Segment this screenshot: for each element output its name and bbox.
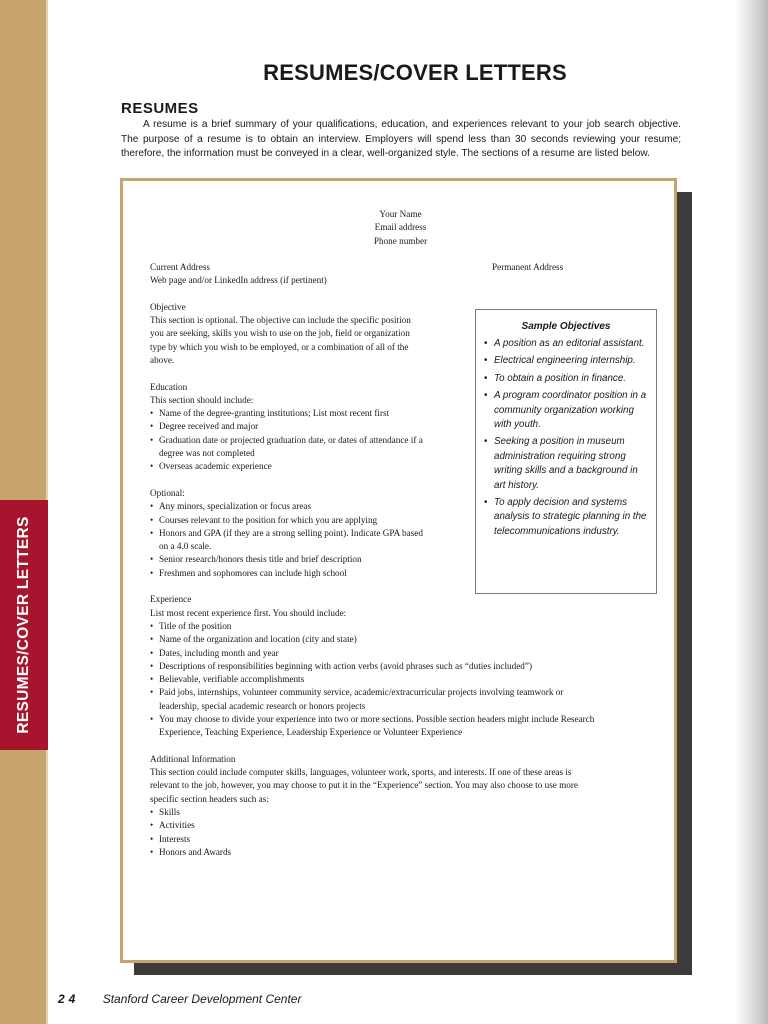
objective-line: type by which you wish to be employed, or a combination of all of the: [150, 341, 409, 352]
additional-list: [150, 806, 650, 859]
list-item: • Courses relevant to the position for which you are applying: [150, 514, 650, 527]
list-item: • Name of the degree-granting institutions; List most recent first: [150, 407, 650, 420]
list-item: • Honors and Awards: [150, 846, 650, 859]
list-item: • Interests: [150, 833, 650, 846]
current-address: Current Address: [150, 261, 210, 272]
list-item: • Overseas academic experience: [150, 460, 650, 473]
list-item: • Title of the position: [150, 620, 650, 633]
permanent-address: Permanent Address: [492, 261, 564, 272]
education-intro: This section should include:: [150, 394, 254, 405]
additional-line: This section could include computer skills, languages, volunteer work, sports, and interests. If one of these areas is: [150, 767, 572, 778]
sample-objectives-title: Sample Objectives: [521, 321, 611, 332]
optional-title: Optional:: [150, 487, 185, 498]
list-item: • Name of the organization and location (city and state): [150, 633, 650, 646]
education-title: Education: [150, 381, 188, 392]
list-item: • Skills: [150, 806, 650, 819]
section-heading: RESUMES: [121, 100, 199, 117]
list-item: • Electrical engineering internship.: [484, 354, 649, 368]
additional-line: specific section headers such as:: [150, 793, 269, 804]
list-item: • You may choose to divide your experience into two or more sections. Possible section headers might include Research: [150, 713, 650, 726]
list-item: • Seeking a position in museum administration requiring strong writing skills and a background in art history.: [484, 435, 649, 493]
list-item-continuation: degree was not completed: [159, 448, 255, 459]
sample-objectives-box: [475, 309, 657, 594]
list-item: • Senior research/honors thesis title and brief description: [150, 553, 650, 566]
page-title: RESUMES/COVER LETTERS: [263, 60, 567, 85]
address-row: [150, 261, 650, 274]
experience-list: [150, 620, 650, 740]
resume-name: Your Name: [379, 209, 422, 219]
list-item: • Freshmen and sophomores can include high school: [150, 567, 650, 580]
objective-title: Objective: [150, 301, 186, 312]
list-item: • Degree received and major: [150, 420, 650, 433]
page-edge-shadow: [734, 0, 768, 1024]
footer-source: Stanford Career Development Center: [102, 992, 302, 1006]
list-item-continuation: Experience, Teaching Experience, Leadership Experience or Volunteer Experience: [159, 727, 463, 738]
list-item: • A program coordinator position in a community organization working with youth.: [484, 389, 649, 432]
list-item: • Dates, including month and year: [150, 647, 650, 660]
list-item: • Paid jobs, internships, volunteer community service, academic/extracurricular projects involving teamwork or: [150, 686, 650, 699]
list-item: • Honors and GPA (if they are a strong selling point). Indicate GPA based: [150, 527, 650, 540]
objective-line: This section is optional. The objective can include the specific position: [150, 315, 411, 326]
page-footer: [58, 992, 301, 1006]
objective-line: above.: [150, 354, 175, 365]
resume-phone: Phone number: [373, 235, 428, 246]
experience-intro: List most recent experience first. You should include:: [150, 607, 347, 618]
resume-email: Email address: [374, 222, 427, 233]
additional-title: Additional Information: [150, 753, 236, 764]
list-item: • Any minors, specialization or focus areas: [150, 500, 650, 513]
resume-header: [151, 208, 650, 248]
list-item: • A position as an editorial assistant.: [484, 337, 649, 351]
web-page-line: Web page and/or LinkedIn address (if pertinent): [150, 275, 327, 286]
side-tab-label: RESUMES/COVER LETTERS: [15, 516, 32, 734]
list-item: • Activities: [150, 819, 650, 832]
list-item: • Descriptions of responsibilities beginning with action verbs (avoid phrases such as “duties included”): [150, 660, 650, 673]
experience-title: Experience: [150, 594, 192, 605]
list-item-continuation: leadership, special academic research or honors projects: [159, 700, 366, 711]
intro-paragraph: A resume is a brief summary of your qualifications, education, and experiences relevant to your job search objective. The purpose of a resume is to obtain an interview. Employers will spend less than 30 seconds reviewing your resume; therefore, the information must be conveyed in a clear, well-organized style. The sections of a resume are listed below.: [121, 119, 681, 159]
list-item: • To obtain a position in finance.: [484, 372, 649, 386]
list-item: • Graduation date or projected graduation date, or dates of attendance if a: [150, 434, 650, 447]
list-item: • Believable, verifiable accomplishments: [150, 673, 650, 686]
additional-line: relevant to the job, however, you may choose to put it in the “Experience” section. You may also choose to use more: [150, 780, 579, 791]
objective-line: you are seeking, skills you wish to use on the job, field or organization: [150, 328, 410, 339]
list-item: • To apply decision and systems analysis to strategic planning in the telecommunications industry.: [484, 496, 649, 539]
list-item-continuation: on a 4.0 scale.: [159, 541, 212, 552]
page-number: 24: [58, 992, 80, 1006]
sample-objectives-list: [484, 337, 649, 542]
